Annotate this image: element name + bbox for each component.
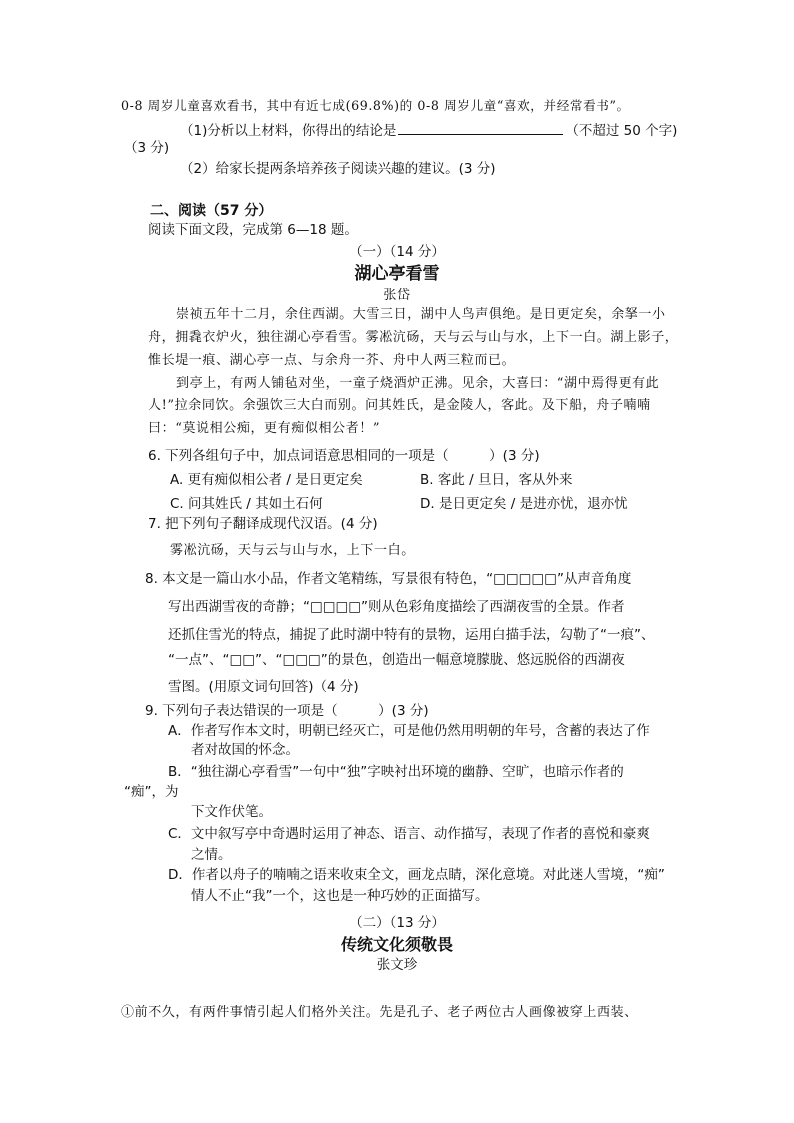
passage-line: 人!”拉余同饮。余强饮三大白而别。问其姓氏，是金陵人，客此。及下船，舟子喃喃: [148, 398, 651, 413]
passage-author: 张岱: [383, 288, 411, 303]
question-6-stem: 6. 下列各组句子中，加点词语意思相同的一项是（ ）(3 分): [148, 448, 540, 464]
passage-line: 曰：“莫说相公痴，更有痴似相公者！”: [148, 421, 381, 436]
question-9-stem: 9. 下列句子表达错误的一项是（ ）(3 分): [145, 703, 429, 719]
material-line: 0-8 周岁儿童喜欢看书，其中有近七成(69.8%)的 0-8 周岁儿童“喜欢，并经常看书”。: [121, 98, 630, 113]
passage-line: 舟，拥毳衣炉火，独往湖心亭看雪。雾凇沆砀，天与云与山与水，上下一白。湖上影子，: [148, 330, 679, 345]
option-c: C. 问其姓氏 / 其如土石何: [170, 496, 323, 512]
question-5-1-limit: （不超过 50 个字): [565, 123, 678, 139]
passage-author: 张文珍: [376, 957, 418, 973]
option-a-cont: 者对故国的怀念。: [191, 742, 299, 758]
option-d-cont: 情人不止“我”一个，这也是一种巧妙的正面描写。: [191, 888, 489, 904]
question-8-line: 还抓住雪光的特点，捕捉了此时湖中特有的景物，运用白描手法，勾勒了“一痕”、: [168, 627, 655, 643]
option-b: B．“独往湖心亭看雪”一句中“独”字映衬出环境的幽静、空旷，也暗示作者的: [168, 764, 624, 780]
question-8-line: 雪图。(用原文词句回答)（4 分): [168, 679, 359, 695]
passage-label: （二）（13 分）: [349, 915, 445, 931]
passage-line: 崇祯五年十二月，余住西湖。大雪三日，湖中人鸟声俱绝。是日更定矣，余拏一小: [176, 307, 666, 322]
passage-title: 传统文化须敬畏: [340, 935, 453, 954]
option-b-cont: 下文作伏笔。: [191, 804, 272, 820]
question-5-1: [180, 121, 677, 139]
answer-blank[interactable]: [398, 121, 563, 135]
option-a: A. 更有痴似相公者 / 是日更定矣: [170, 472, 363, 488]
section-instruction: 阅读下面文段，完成第 6—18 题。: [148, 222, 358, 238]
passage-line: 到亭上，有两人铺毡对坐，一童子烧酒炉正沸。见余，大喜曰：“湖中焉得更有此: [176, 376, 660, 391]
option-c-cont: 之情。: [191, 847, 232, 863]
question-7-stem: 7. 把下列句子翻译成现代汉语。(4 分): [148, 516, 378, 532]
question-7-sentence: 雾凇沆砀，天与云与山与水，上下一白。: [170, 543, 415, 558]
option-b: B. 客此 / 旦日，客从外来: [420, 472, 573, 488]
question-8-line: “一点”、“□□”、“□□□”的景色，创造出一幅意境朦胧、悠远脱俗的西湖夜: [168, 652, 625, 668]
question-5-1-score: （3 分): [124, 140, 170, 156]
question-8-line: 写出西湖雪夜的奇静；“□□□□”则从色彩角度描绘了西湖夜雪的全景。作者: [168, 599, 625, 615]
section-heading: 二、阅读（57 分）: [150, 203, 273, 219]
question-8-line: 8. 本文是一篇山水小品，作者文笔精练，写景很有特色，“□□□□□”从声音角度: [145, 571, 632, 587]
option-d: D．作者以舟子的喃喃之语来收束全文，画龙点睛，深化意境。对此迷人雪境，“痴”: [168, 867, 665, 883]
option-b-cont: “痴”，为: [124, 784, 179, 800]
option-a: A．作者写作本文时，明朝已经灭亡，可是他仍然用明朝的年号，含蓄的表达了作: [168, 723, 650, 739]
passage-title: 湖心亭看雪: [354, 264, 440, 284]
passage-label: （一）（14 分）: [349, 244, 445, 260]
question-5-1-text: （1)分析以上材料，你得出的结论是: [180, 123, 397, 139]
option-c: C．文中叙写亭中奇遇时运用了神态、语言、动作描写，表现了作者的喜悦和豪爽: [168, 826, 650, 842]
option-d: D. 是日更定矣 / 是进亦忧，退亦忧: [420, 496, 628, 512]
question-5-2: （2）给家长提两条培养孩子阅读兴趣的建议。(3 分): [180, 161, 496, 177]
passage-line: 惟长堤一痕、湖心亭一点、与余舟一芥、舟中人两三粒而已。: [148, 353, 516, 368]
passage-line: ①前不久，有两件事情引起人们格外关注。先是孔子、老子两位古人画像被穿上西装、: [121, 1005, 638, 1020]
